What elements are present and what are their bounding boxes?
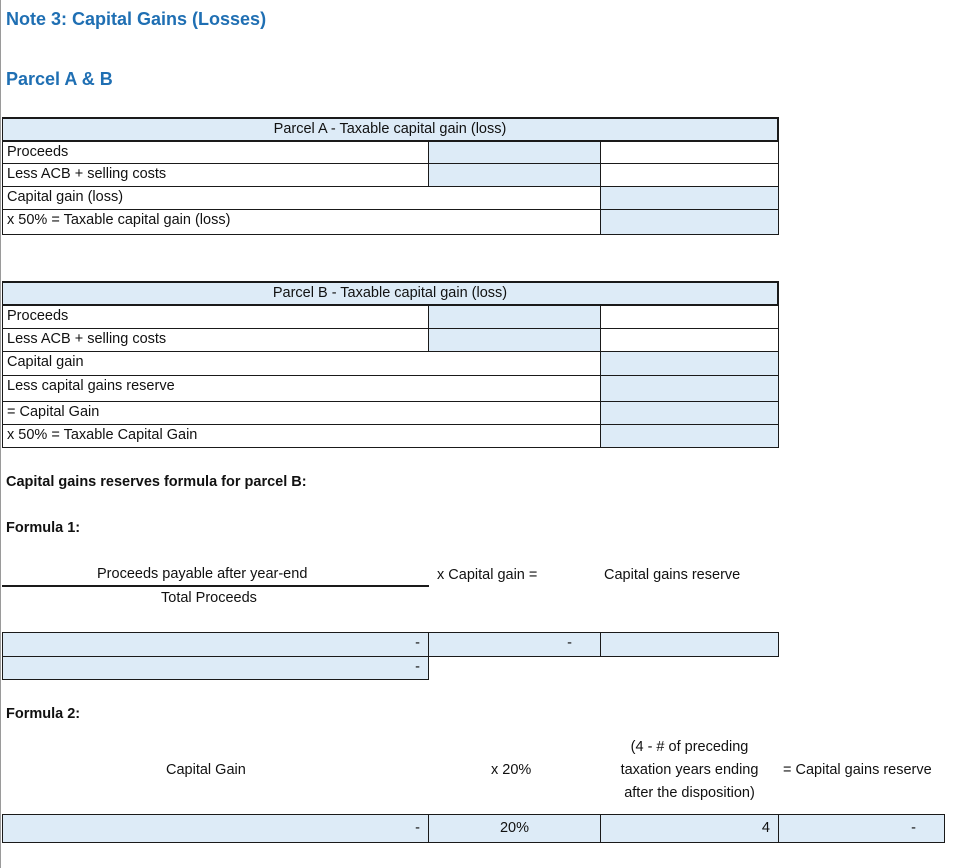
parcel-a-header[interactable]: Parcel A - Taxable capital gain (loss): [2, 117, 779, 141]
sheet-left-border: [0, 0, 1, 868]
parcel-a-proceeds-total[interactable]: [600, 141, 779, 164]
formula-2-years-value[interactable]: 4: [600, 814, 779, 843]
parcel-b-reserve-value[interactable]: [600, 375, 779, 402]
formula-2-years-line-3: after the disposition): [624, 785, 755, 801]
parcel-a-taxable-value[interactable]: [600, 209, 779, 235]
parcel-b-proceeds-total[interactable]: [600, 305, 779, 329]
parcel-a-taxable-label[interactable]: x 50% = Taxable capital gain (loss): [2, 209, 601, 235]
formula-1-label: Formula 1:: [6, 520, 81, 536]
parcel-a-proceeds-input[interactable]: [428, 141, 601, 164]
fraction-bar: [2, 585, 429, 587]
parcel-b-taxable-value[interactable]: [600, 424, 779, 448]
formula-1-result-label: Capital gains reserve: [604, 567, 741, 583]
parcel-a-gain-value[interactable]: [600, 186, 779, 210]
parcel-b-gain-label[interactable]: Capital gain: [2, 351, 601, 376]
parcel-a-acb-input[interactable]: [428, 163, 601, 187]
parcel-b-acb-total[interactable]: [600, 328, 779, 352]
formula-2-capital-gain-label: Capital Gain: [166, 762, 246, 778]
section-title: Parcel A & B: [6, 69, 113, 89]
formula-1-numerator-value[interactable]: -: [2, 632, 429, 657]
parcel-a-acb-label[interactable]: Less ACB + selling costs: [2, 163, 429, 187]
formula-2-result-value[interactable]: -: [778, 814, 945, 843]
formula-2-multiplier: x 20%: [491, 762, 532, 778]
page-title: Note 3: Capital Gains (Losses): [6, 9, 267, 29]
formula-2-rate-value[interactable]: 20%: [428, 814, 601, 843]
parcel-b-proceeds-label[interactable]: Proceeds: [2, 305, 429, 329]
parcel-b-gain-value[interactable]: [600, 351, 779, 376]
parcel-b-acb-label[interactable]: Less ACB + selling costs: [2, 328, 429, 352]
formula-1-denominator: Total Proceeds: [161, 590, 257, 606]
formula-1-multiplier: x Capital gain =: [437, 567, 538, 583]
formula-2-years-line-2: taxation years ending: [620, 762, 759, 778]
parcel-b-proceeds-input[interactable]: [428, 305, 601, 329]
formula-1-result-value[interactable]: [600, 632, 779, 657]
formula-1-numerator: Proceeds payable after year-end: [97, 566, 308, 582]
reserves-heading: Capital gains reserves formula for parcel B:: [6, 474, 307, 490]
parcel-b-reserve-label[interactable]: Less capital gains reserve: [2, 375, 601, 402]
parcel-b-net-gain-label[interactable]: = Capital Gain: [2, 401, 601, 425]
parcel-b-acb-input[interactable]: [428, 328, 601, 352]
parcel-b-header[interactable]: Parcel B - Taxable capital gain (loss): [2, 281, 779, 305]
parcel-b-taxable-label[interactable]: x 50% = Taxable Capital Gain: [2, 424, 601, 448]
parcel-a-acb-total[interactable]: [600, 163, 779, 187]
formula-1-denominator-value[interactable]: -: [2, 656, 429, 680]
parcel-a-gain-label[interactable]: Capital gain (loss): [2, 186, 601, 210]
formula-2-years-line-1: (4 - # of preceding: [630, 739, 749, 755]
formula-2-capital-gain-value[interactable]: -: [2, 814, 429, 843]
formula-2-label: Formula 2:: [6, 706, 81, 722]
formula-2-result-label: = Capital gains reserve: [783, 762, 932, 778]
parcel-b-net-gain-value[interactable]: [600, 401, 779, 425]
formula-1-capital-gain-value[interactable]: -: [428, 632, 601, 657]
parcel-a-proceeds-label[interactable]: Proceeds: [2, 141, 429, 164]
